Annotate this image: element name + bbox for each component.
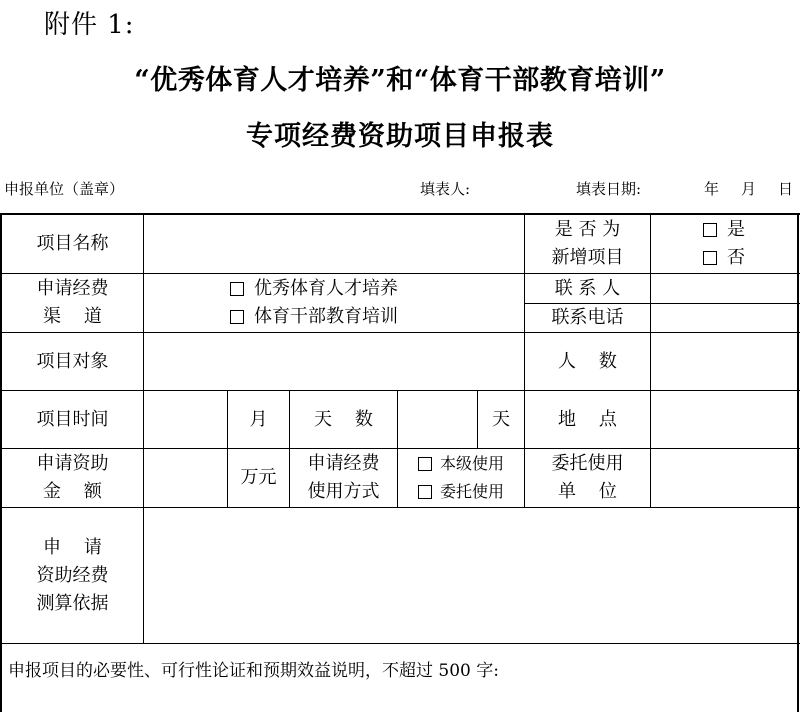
necessity-field[interactable] <box>2 688 797 712</box>
place-field[interactable] <box>651 391 797 448</box>
contact-person-label: 联 系 人 <box>554 277 621 299</box>
project-name-field[interactable] <box>144 214 524 273</box>
entrusted-unit-field[interactable] <box>651 449 797 507</box>
use-option-entrusted[interactable]: 委托使用 <box>418 478 504 506</box>
place-label: 地 点 <box>558 408 617 430</box>
checkbox-icon[interactable] <box>230 310 244 324</box>
month-label: 月 <box>741 180 757 198</box>
is-new-project-options <box>651 214 797 273</box>
date-fields <box>704 178 793 199</box>
table-border-right <box>797 213 799 712</box>
checkbox-icon[interactable] <box>703 223 717 237</box>
year-label: 年 <box>704 180 720 198</box>
checkbox-icon[interactable] <box>703 251 717 265</box>
contact-person-field[interactable] <box>651 274 797 303</box>
necessity-label: 申报项目的必要性、可行性论证和预期效益说明，不超过 500 字: <box>8 661 499 681</box>
row-divider <box>0 643 800 644</box>
funding-basis-label: 申 请 资助经费 测算依据 <box>36 536 109 614</box>
headcount-field[interactable] <box>651 333 797 390</box>
attachment-label: 附件 1: <box>44 10 135 40</box>
checkbox-icon[interactable] <box>418 485 432 499</box>
amount-unit-label: 万元 <box>240 467 277 488</box>
project-target-field[interactable] <box>144 333 524 390</box>
days-field[interactable] <box>398 391 477 448</box>
checkbox-icon[interactable] <box>230 282 244 296</box>
contact-phone-label: 联系电话 <box>551 307 624 328</box>
is-new-project-label: 是 否 为 新增项目 <box>551 218 624 268</box>
yes-option[interactable]: 是 <box>703 216 745 244</box>
applicant-unit-label: 申报单位（盖章） <box>4 180 125 198</box>
channel-option-talent[interactable]: 优秀体育人才培养 <box>230 275 398 303</box>
form-title-line2: 专项经费资助项目申报表 <box>246 121 554 152</box>
channel-option-training[interactable]: 体育干部教育培训 <box>230 303 398 331</box>
contact-phone-field[interactable] <box>651 304 797 332</box>
day-label: 日 <box>778 180 794 198</box>
headcount-label: 人 数 <box>558 350 617 372</box>
funding-amount-label: 申请资助 金 额 <box>36 453 109 502</box>
funding-amount-field[interactable] <box>144 449 227 507</box>
fill-date-label: 填表日期: <box>576 180 642 198</box>
days-label: 天 数 <box>314 408 373 430</box>
no-option[interactable]: 否 <box>703 244 745 272</box>
funding-basis-field[interactable] <box>144 508 797 643</box>
checkbox-icon[interactable] <box>418 457 432 471</box>
day-unit-label: 天 <box>492 408 510 430</box>
use-mode-label: 申请经费 使用方式 <box>307 453 380 502</box>
project-name-label: 项目名称 <box>36 232 109 254</box>
funding-channel-options <box>230 274 524 332</box>
form-title-line1: “优秀体育人才培养”和“体育干部教育培训” <box>134 65 666 96</box>
project-time-label: 项目时间 <box>36 408 109 430</box>
funding-channel-label: 申请经费 渠 道 <box>36 278 109 327</box>
entrusted-unit-label: 委托使用 单 位 <box>551 453 624 502</box>
month-unit-label: 月 <box>249 408 268 430</box>
use-option-self[interactable]: 本级使用 <box>418 450 504 478</box>
project-target-label: 项目对象 <box>36 350 109 372</box>
project-time-field[interactable] <box>144 391 227 448</box>
filler-label: 填表人: <box>420 180 471 198</box>
use-mode-options <box>398 449 524 507</box>
